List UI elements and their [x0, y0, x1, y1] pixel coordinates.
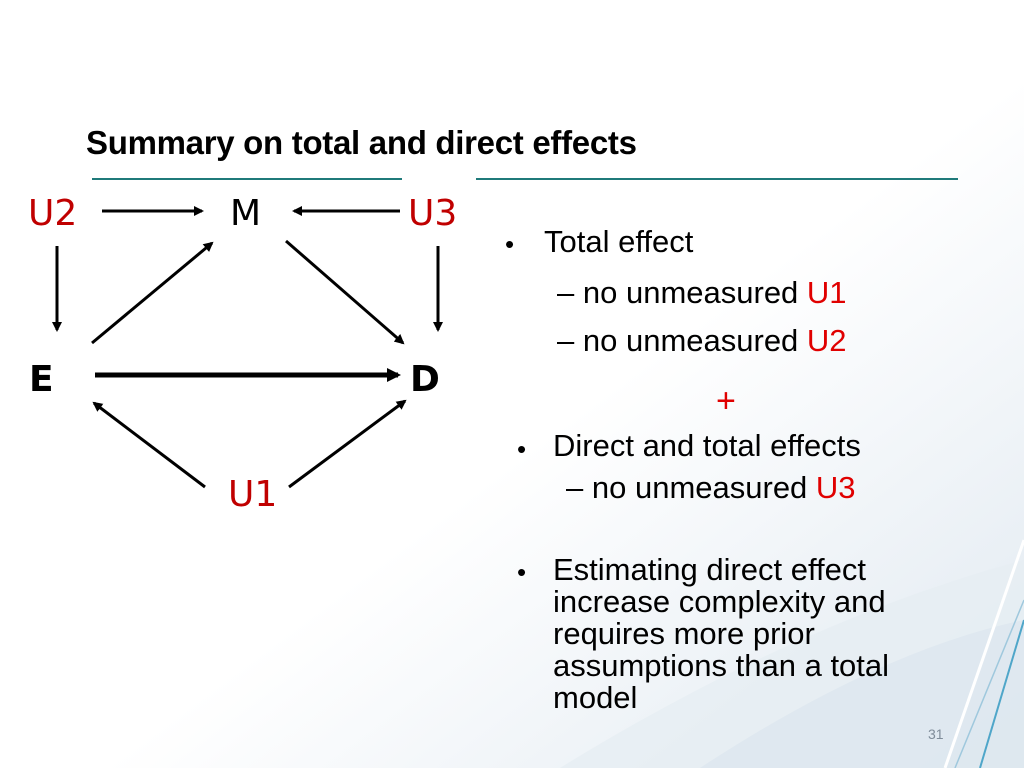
title-rule-right [476, 178, 958, 180]
arrow-m-d [286, 241, 403, 343]
bullet-marker: • [517, 557, 527, 587]
sub-item-var: U3 [815, 470, 856, 505]
bullet-marker: • [505, 229, 515, 259]
sub-item-prefix: no unmeasured [582, 275, 807, 310]
sub-item [566, 472, 856, 505]
arrow-e-m [92, 243, 212, 343]
direct-total-label: Direct and total effects [553, 428, 861, 463]
total-effect-label: Total effect [544, 224, 694, 259]
slide-title: Summary on total and direct effects [86, 124, 637, 161]
dash-marker: – [566, 470, 584, 505]
node-u1: U1 [228, 474, 278, 515]
arrow-u1-e [94, 403, 205, 487]
sub-item-var: U1 [806, 275, 847, 310]
arrow-u1-d [289, 401, 405, 487]
estimating-text: Estimating direct effect increase complexity and requires more prior assumptions than a total model [553, 552, 890, 715]
node-u2: U2 [28, 193, 78, 234]
plus-sign: + [716, 382, 736, 420]
sub-item [557, 277, 847, 310]
dash-marker: – [557, 323, 575, 358]
sub-item-prefix: no unmeasured [582, 323, 807, 358]
node-m: M [230, 193, 262, 234]
node-e: E [29, 359, 54, 400]
dash-marker: – [557, 275, 575, 310]
sub-item [557, 325, 847, 358]
node-d: D [410, 359, 440, 400]
causal-diagram [0, 0, 520, 560]
bullet-marker: • [517, 434, 527, 464]
sub-item-prefix: no unmeasured [591, 470, 816, 505]
node-u3: U3 [408, 193, 458, 234]
sub-item-var: U2 [806, 323, 847, 358]
page-number: 31 [928, 726, 944, 742]
